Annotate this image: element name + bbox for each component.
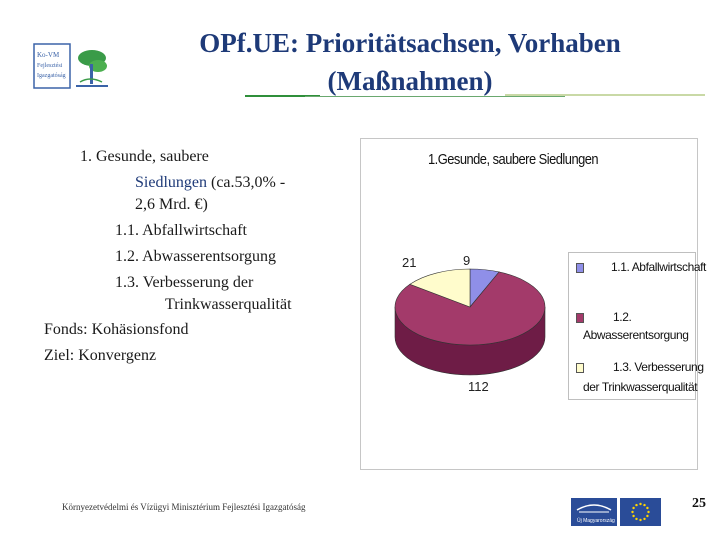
chart-title: 1.Gesunde, saubere Siedlungen	[428, 151, 599, 168]
item1-line-c: 2,6 Mrd. €)	[135, 196, 208, 213]
fonds-text: Fonds: Kohäsionsfond	[44, 321, 189, 338]
page-number: 25	[692, 496, 706, 511]
legend-label-2-line-2: Abwasserentsorgung	[583, 328, 689, 342]
sub-item-2: 1.2. Abwasserentsorgung	[115, 248, 277, 265]
logo-text-2: Fejlesztési	[37, 63, 63, 69]
eu-star	[632, 507, 634, 509]
legend-label-2-line-1: 1.2.	[613, 310, 632, 324]
legend-swatch-1	[576, 263, 584, 273]
chart-legend	[568, 252, 706, 400]
eu-star	[639, 503, 641, 505]
sub-item-1: 1.1. Abfallwirtschaft	[115, 222, 247, 239]
legend-label-2	[583, 309, 689, 343]
item1-line-a: 1. Gesunde, saubere	[80, 148, 209, 165]
legend-swatch-2	[576, 313, 584, 323]
eu-star	[639, 519, 641, 521]
logo-text-1: Ko-VM	[37, 51, 60, 59]
eu-star	[643, 504, 645, 506]
title-line-1: OPf.UE: Prioritätsachsen, Vorhaben	[199, 28, 621, 58]
logo-text-3: Igazgatóság	[37, 73, 66, 79]
eu-star	[646, 515, 648, 517]
pie-value-label-3: 21	[402, 255, 417, 270]
item1-link: Siedlungen	[135, 174, 207, 191]
eu-star	[643, 518, 645, 520]
item1-share: (ca.53,0% -	[207, 174, 286, 191]
eu-star	[635, 518, 637, 520]
eu-star	[647, 511, 649, 513]
title-line-2: (Maßnahmen)	[327, 66, 493, 96]
legend-label-3-line-2: der Trinkwasserqualität	[583, 380, 698, 394]
pie-value-label-2: 112	[468, 379, 489, 394]
legend-label-1	[611, 259, 706, 275]
new-hungary-caption: Új Magyarország	[577, 518, 615, 524]
eu-flag-icon	[620, 498, 661, 526]
eu-star	[635, 504, 637, 506]
pie-value-label-1: 9	[463, 253, 471, 268]
eu-star	[646, 507, 648, 509]
new-hungary-logo	[571, 498, 617, 526]
footer-ministry: Környezetvédelmi és Vízügyi Minisztérium Fejlesztési Igazgatóság	[62, 502, 306, 512]
ziel-text: Ziel: Konvergenz	[44, 347, 157, 364]
legend-label-1-line-1: 1.1. Abfallwirtschaft	[611, 260, 706, 274]
legend-label-3	[583, 359, 704, 395]
legend-swatch-3	[576, 363, 584, 373]
sub-item-3-a: 1.3. Verbesserung der	[115, 274, 254, 291]
legend-label-3-line-1: 1.3. Verbesserung	[613, 360, 704, 374]
eu-star	[632, 515, 634, 517]
sub-item-3-b: Trinkwasserqualität	[165, 296, 292, 313]
eu-star	[631, 511, 633, 513]
